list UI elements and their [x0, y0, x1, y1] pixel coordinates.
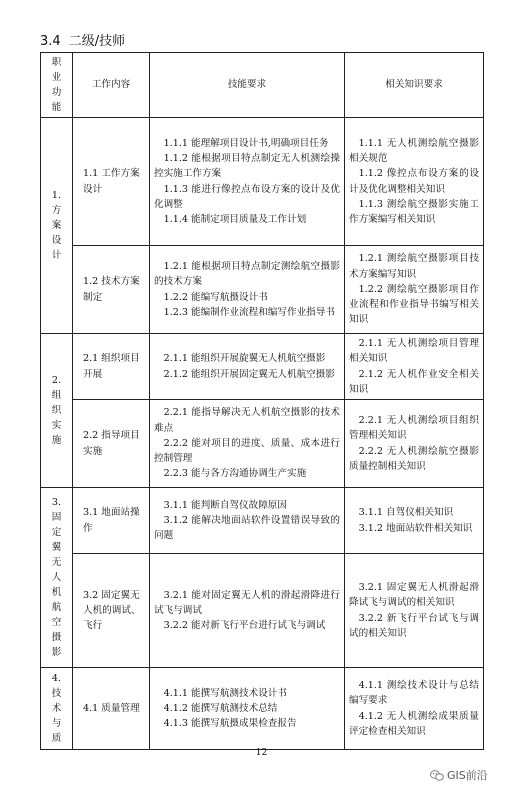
table-row — [41, 118, 484, 246]
header-function-char: 能 — [51, 102, 62, 113]
skill-item: 1.2.2 能编写航摄设计书 — [163, 291, 268, 303]
section-number: 3.4 — [40, 34, 61, 49]
function-char: 机 — [51, 587, 62, 598]
table-row — [41, 334, 484, 400]
skill-item: 1.1.4 能制定项目质量及工作计划 — [163, 213, 307, 225]
skills-cell — [150, 668, 345, 750]
knowledge-item: 3.2.1 固定翼无人机滑起滑降试飞与调试的相关知识 — [349, 582, 479, 609]
task-name: 2.1 组织项目开展 — [73, 334, 150, 400]
skills-cell — [150, 118, 345, 246]
skills-cell — [150, 246, 345, 334]
function-char: 固 — [51, 512, 62, 523]
knowledge-item: 1.1.3 测绘航空摄影实施工作方案编写相关知识 — [349, 198, 479, 225]
knowledge-item: 2.2.2 无人机测绘航空摄影质量控制相关知识 — [349, 445, 479, 472]
function-cell — [41, 118, 73, 334]
function-char: 设 — [51, 235, 62, 246]
knowledge-item: 3.2.2 新飞行平台试飞与调试的相关知识 — [349, 612, 479, 639]
knowledge-cell — [345, 334, 484, 400]
knowledge-item: 1.2.1 测绘航空摄影项目技术方案编写知识 — [349, 253, 479, 280]
wechat-icon — [430, 770, 444, 781]
knowledge-item: 2.1.1 无人机测绘项目管理相关知识 — [349, 338, 479, 365]
skills-cell — [150, 488, 345, 554]
skills-cell — [150, 554, 345, 668]
function-char: 与 — [51, 718, 62, 729]
function-char: 2. — [51, 375, 62, 386]
knowledge-item: 1.2.2 测绘航空摄影项目作业流程和作业指导书编写相关知识 — [349, 283, 479, 326]
header-function-char: 功 — [51, 87, 62, 98]
knowledge-item: 2.1.2 无人机作业安全相关知识 — [349, 368, 479, 395]
function-char: 方 — [51, 205, 62, 216]
skill-item: 2.1.2 能组织开展固定翼无人机航空摄影 — [163, 368, 335, 380]
function-char: 定 — [51, 527, 62, 538]
knowledge-cell — [345, 400, 484, 488]
skill-item: 3.2.2 能对新飞行平台进行试飞与调试 — [163, 620, 326, 632]
table-row — [41, 668, 484, 750]
skills-cell — [150, 334, 345, 400]
function-cell — [41, 488, 73, 668]
function-char: 无 — [51, 557, 62, 568]
knowledge-item: 3.1.1 自驾仪相关知识 — [358, 507, 454, 519]
task-name: 4.1 质量管理 — [73, 668, 150, 750]
task-name: 3.1 地面站操作 — [73, 488, 150, 554]
knowledge-item: 1.1.1 无人机测绘航空摄影相关规范 — [349, 137, 479, 165]
knowledge-item: 4.1.2 无人机测绘成果质量评定检查相关知识 — [349, 710, 479, 737]
skill-item: 1.2.3 能编制作业流程和编写作业指导书 — [163, 306, 335, 318]
function-char: 1. — [51, 190, 62, 201]
function-char: 实 — [51, 420, 62, 431]
function-char: 计 — [51, 250, 62, 261]
function-char: 4. — [51, 673, 62, 684]
knowledge-item: 2.2.1 无人机测绘项目组织管理相关知识 — [349, 415, 479, 442]
skill-item: 3.1.1 能判断自驾仪故障原因 — [163, 499, 287, 511]
skill-item: 1.1.1 能理解项目设计书,明确项目任务 — [163, 137, 329, 149]
function-char: 织 — [51, 405, 62, 416]
header-work: 工作内容 — [73, 53, 150, 118]
table-row — [41, 554, 484, 668]
function-cell — [41, 334, 73, 488]
skill-item: 1.1.2 能根据项目特点制定无人机测绘操控实施工作方案 — [154, 153, 340, 180]
skill-item: 4.1.1 能撰写航测技术设计书 — [163, 687, 287, 699]
knowledge-cell — [345, 488, 484, 554]
section-title: 二级/技师 — [68, 34, 126, 49]
knowledge-item: 4.1.1 测绘技术设计与总结编写要求 — [349, 680, 479, 707]
function-char: 技 — [51, 688, 62, 699]
skill-item: 3.1.2 能解决地面站软件设置错误导致的问题 — [154, 514, 340, 542]
function-char: 影 — [51, 647, 62, 658]
function-char: 案 — [51, 220, 62, 231]
skill-item: 1.1.3 能进行像控点布设方案的设计及优化调整 — [154, 183, 340, 210]
skill-item: 2.1.1 能组织开展旋翼无人机航空摄影 — [163, 353, 326, 365]
function-char: 翼 — [51, 542, 62, 553]
header-function-char: 职 — [51, 57, 62, 68]
header-row — [41, 53, 484, 118]
skills-table — [40, 52, 484, 750]
knowledge-cell — [345, 668, 484, 750]
task-name: 1.1 工作方案设计 — [73, 118, 150, 246]
function-char: 3. — [51, 497, 62, 508]
function-char: 航 — [51, 602, 62, 613]
skill-item: 2.2.2 能对项目的进度、质量、成本进行控制管理 — [154, 437, 340, 465]
table-row — [41, 400, 484, 488]
page-number: 12 — [255, 748, 268, 758]
skill-item: 4.1.3 能撰写航摄成果检查报告 — [163, 718, 297, 730]
function-char: 空 — [51, 617, 62, 628]
task-name: 1.2 技术方案制定 — [73, 246, 150, 334]
skills-cell — [150, 400, 345, 488]
task-name: 2.2 指导项目实施 — [73, 400, 150, 488]
function-char: 施 — [51, 435, 62, 446]
table-row — [41, 246, 484, 334]
knowledge-cell — [345, 118, 484, 246]
skill-item: 3.2.1 能对固定翼无人机的滑起滑降进行试飞与调试 — [154, 589, 340, 616]
header-knowledge: 相关知识要求 — [345, 53, 484, 118]
function-char: 人 — [51, 572, 62, 583]
skill-item: 2.2.3 能与各方沟通协调生产实施 — [163, 468, 307, 480]
skill-item: 1.2.1 能根据项目特点制定测绘航空摄影的技术方案 — [154, 261, 340, 288]
knowledge-item: 3.1.2 地面站软件相关知识 — [358, 522, 473, 534]
skill-item: 4.1.2 能撰写航测技术总结 — [163, 702, 278, 714]
function-char: 摄 — [51, 632, 62, 643]
function-char: 质 — [51, 733, 62, 744]
function-char: 组 — [51, 390, 62, 401]
function-char: 术 — [51, 703, 62, 714]
knowledge-cell — [345, 554, 484, 668]
knowledge-item: 1.1.2 像控点布设方案的设计及优化调整相关知识 — [349, 168, 479, 195]
header-function-char: 业 — [51, 72, 62, 83]
table-row — [41, 488, 484, 554]
watermark-text: GIS前沿 — [447, 769, 488, 782]
header-function — [41, 53, 73, 118]
watermark — [430, 767, 488, 783]
header-skills: 技能要求 — [150, 53, 345, 118]
section-heading — [40, 30, 133, 49]
skill-item: 2.2.1 能指导解决无人机航空摄影的技术难点 — [154, 407, 340, 434]
task-name: 3.2 固定翼无人机的调试、飞行 — [73, 554, 150, 668]
function-cell — [41, 668, 73, 750]
knowledge-cell — [345, 246, 484, 334]
